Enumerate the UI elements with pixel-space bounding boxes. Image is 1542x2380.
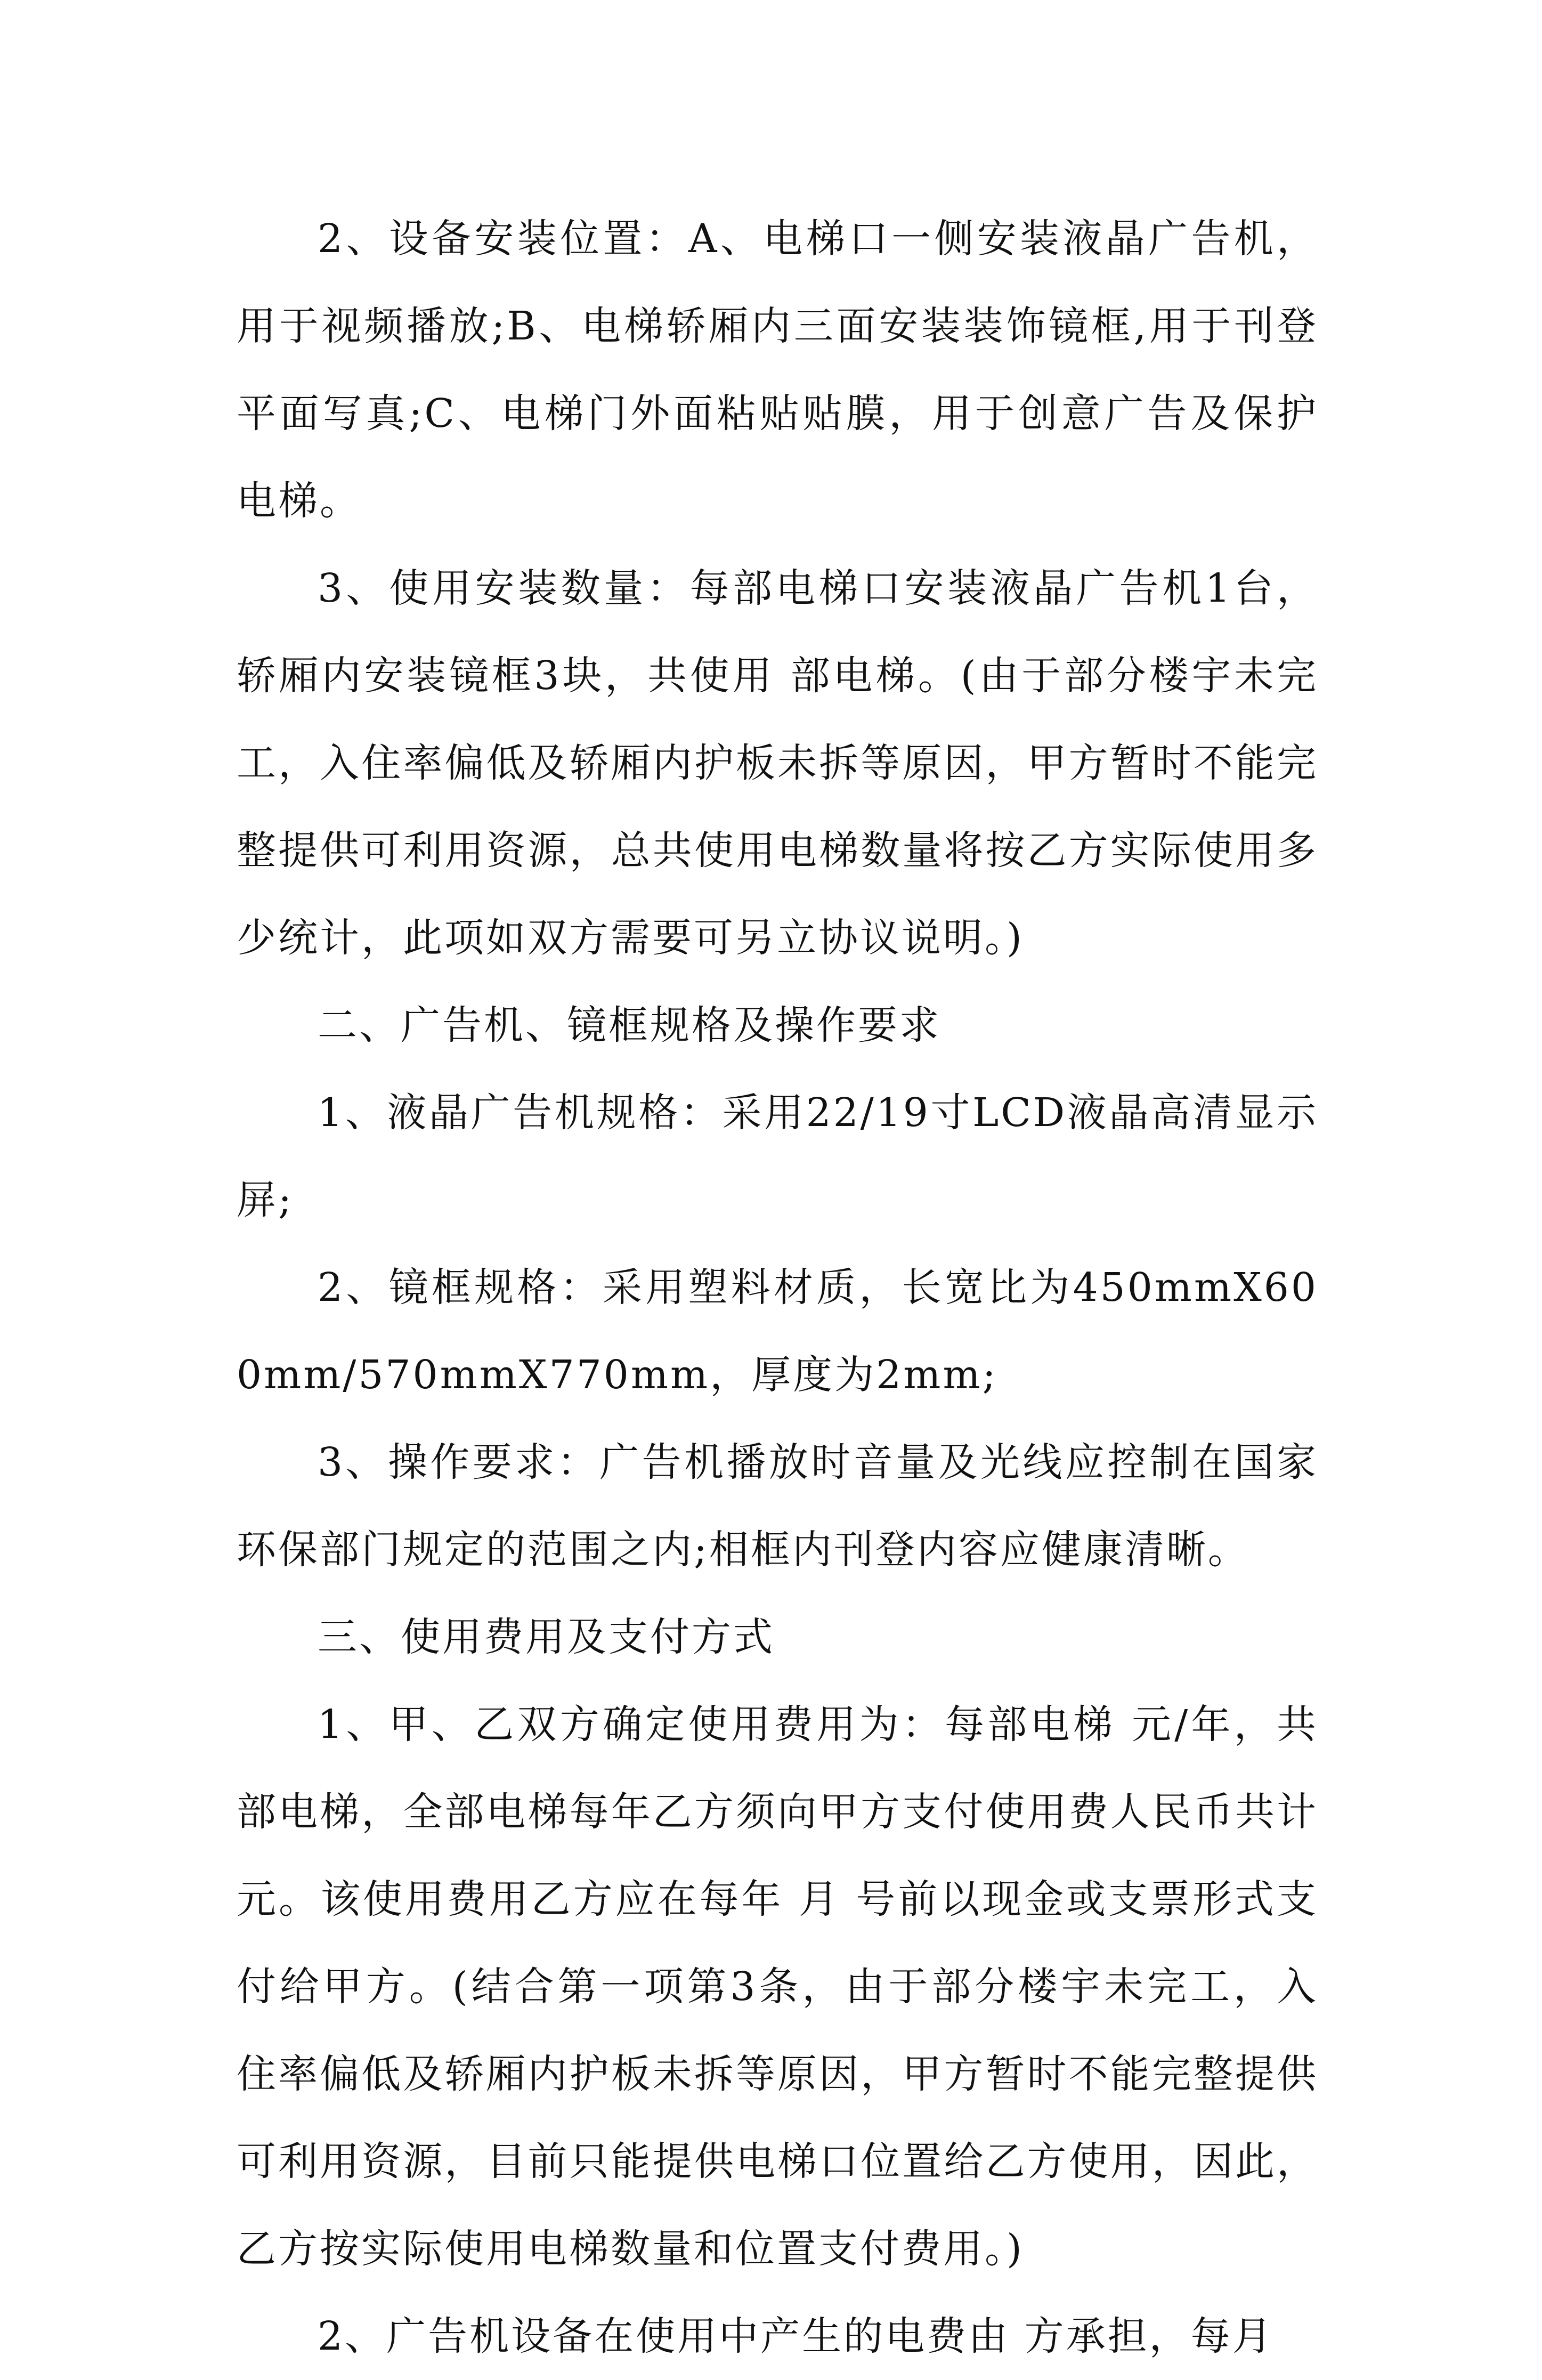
- section-heading-specs: 二、广告机、镜框规格及操作要求: [318, 1002, 941, 1048]
- paragraph-electricity: 2、广告机设备在使用中产生的电费由 方承担，每月: [318, 2313, 1274, 2359]
- paragraph-lcd-spec: 1、液晶广告机规格：采用22/19寸LCD液晶高清显示屏;: [237, 1090, 1318, 1223]
- paragraph-install-quantity: 3、使用安装数量：每部电梯口安装液晶广告机1台，轿厢内安装镜框3块，共使用 部电梯。(由于部分楼宇未完工，入住率偏低及轿厢内护板未拆等原因，甲方暂时不能完整提供可利用资源，总共使用电梯数量将按乙方实际使用多少统计，此项如双方需要可另立协议说明。): [237, 565, 1318, 961]
- paragraph-operation-requirements: 3、操作要求：广告机播放时音量及光线应控制在国家环保部门规定的范围之内;相框内刊登内容应健康清晰。: [237, 1439, 1318, 1573]
- paragraph-fee-terms: 1、甲、乙双方确定使用费用为：每部电梯 元/年，共 部电梯，全部电梯每年乙方须向甲方支付使用费人民币共计 元。该使用费用乙方应在每年 月 号前以现金或支票形式支付给甲方。(结合第一项第3条，由于部分楼宇未完工，入住率偏低及轿厢内护板未拆等原因，甲方暂时不能完整提供可利用资源，目前只能提供电梯口位置给乙方使用，因此，乙方按实际使用电梯数量和位置支付费用。): [237, 1702, 1318, 2272]
- paragraph-frame-spec: 2、镜框规格：采用塑料材质，长宽比为450mmX600mm/570mmX770mm，厚度为2mm;: [237, 1265, 1318, 1398]
- section-heading-fees: 三、使用费用及支付方式: [318, 1614, 775, 1660]
- document-body: [237, 195, 1318, 2380]
- paragraph-install-location: 2、设备安装位置：A、电梯口一侧安装液晶广告机，用于视频播放;B、电梯轿厢内三面安装装饰镜框,用于刊登平面写真;C、电梯门外面粘贴贴膜，用于创意广告及保护电梯。: [237, 216, 1318, 524]
